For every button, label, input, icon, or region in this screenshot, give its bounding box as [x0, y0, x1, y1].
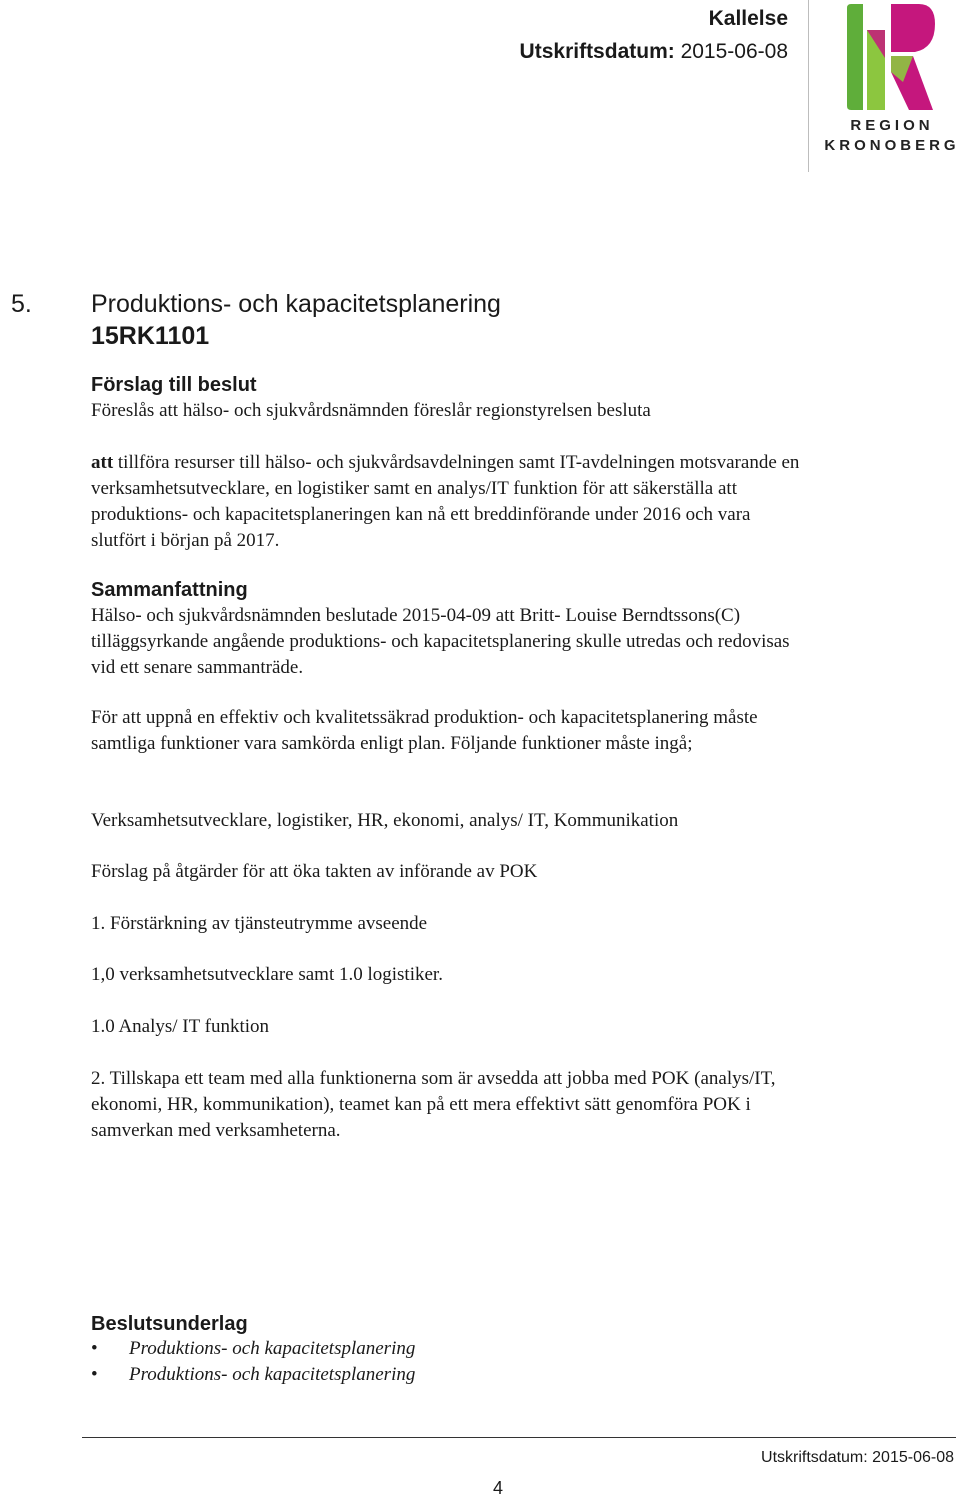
att-keyword: att [91, 452, 114, 473]
footer-divider [82, 1437, 956, 1438]
att-text: tillföra resurser till hälso- och sjukvårdsavdelningen samt IT-avdelningen motsvarande en verksamhetsutvecklare, en logistiker samt en analys/IT funktion för att säkerställa att produktions- och kapacitetsplaneringen kan nå ett breddinförande under 2016 och vara slutfört i början på 2017. [91, 452, 800, 551]
basis-item: • Produktions- och kapacitetsplanering [91, 1362, 415, 1388]
logo-line-kronoberg: KRONOBERG [824, 137, 960, 154]
summary-paragraph: 1,0 verksamhetsutvecklare samt 1.0 logistiker. [91, 964, 443, 985]
logo-divider [808, 0, 809, 172]
page-number: 4 [493, 1478, 504, 1498]
basis-item: • Produktions- och kapacitetsplanering [91, 1336, 415, 1362]
case-id: 15RK1101 [91, 322, 210, 350]
summary-paragraph: Hälso- och sjukvårdsnämnden beslutade 2015-04-09 att Britt- Louise Berndtssons(C) tilläggsyrkande angående produktions- och kapacitetsplanering skulle utredas och redovisas vid ett senare sammanträde. [91, 605, 790, 678]
print-date-value: 2015-06-08 [680, 40, 788, 63]
logo-wordmark [824, 116, 960, 156]
summary-paragraph: 2. Tillskapa ett team med alla funktionerna som är avsedda att jobba med POK (analys/IT, ekonomi, HR, kommunikation), teamet kan på ett mera effektivt sätt genomföra POK i samverkan med verksamheterna. [91, 1068, 776, 1141]
footer-print-date: Utskriftsdatum: 2015-06-08 [761, 1449, 954, 1466]
document-type: Kallelse [708, 7, 788, 30]
summary-paragraph: Förslag på åtgärder för att öka takten av införande av POK [91, 861, 538, 882]
section-number: 5. [11, 290, 32, 318]
basis-heading: Beslutsunderlag [91, 1313, 248, 1335]
print-date-label: Utskriftsdatum: [519, 40, 675, 63]
summary-paragraph: 1. Förstärkning av tjänsteutrymme avseende [91, 913, 428, 934]
summary-paragraph: Verksamhetsutvecklare, logistiker, HR, ekonomi, analys/ IT, Kommunikation [91, 810, 679, 831]
proposal-att-clause [91, 450, 806, 554]
print-date-header [520, 37, 788, 67]
summary-paragraph: 1.0 Analys/ IT funktion [91, 1016, 270, 1037]
basis-list [91, 1336, 415, 1388]
proposal-intro: Föreslås att hälso- och sjukvårdsnämnden föreslår regionstyrelsen besluta [91, 400, 651, 421]
region-kronoberg-logo-icon [845, 2, 937, 112]
document-header [520, 6, 788, 67]
summary-heading: Sammanfattning [91, 579, 248, 601]
logo-line-region: REGION [850, 117, 934, 134]
proposal-heading: Förslag till beslut [91, 374, 257, 396]
summary-paragraph: För att uppnå en effektiv och kvalitetssäkrad produktion- och kapacitetsplanering måste samtliga funktioner vara samkörda enligt plan. Följande funktioner måste ingå; [91, 707, 758, 754]
section-title: Produktions- och kapacitetsplanering [91, 290, 501, 318]
